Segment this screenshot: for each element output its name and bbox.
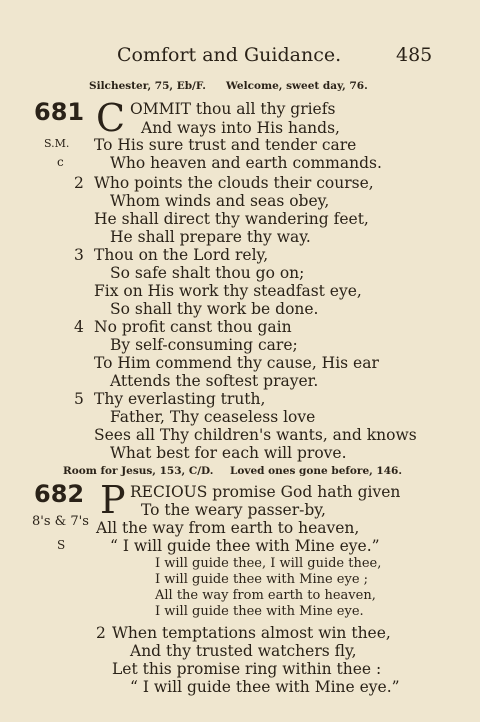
key-signature: c [57, 155, 64, 169]
verse-line: Fix on His work thy steadfast eye, [94, 282, 362, 300]
chorus-line: All the way from earth to heaven, [155, 588, 376, 603]
verse-line: When temptations almost win thee, [112, 624, 391, 642]
meter: S.M. [44, 137, 70, 150]
verse-line: To Him commend thy cause, His ear [94, 354, 379, 372]
verse-line: So shall thy work be done. [110, 300, 319, 318]
verse-number: 5 [74, 390, 84, 408]
tune-reference-left: Room for Jesus, 153, C/D. [63, 465, 214, 477]
verse-number: 3 [74, 246, 84, 264]
verse-line: All the way from earth to heaven, [96, 519, 360, 537]
meter: 8's & 7's [32, 514, 89, 529]
verse-line: By self-consuming care; [110, 336, 298, 354]
chorus-line: I will guide thee, I will guide thee, [155, 556, 382, 571]
hymn-number: 682 [34, 480, 85, 508]
verse-number: 4 [74, 318, 84, 336]
verse-line: OMMIT thou all thy griefs [130, 100, 336, 118]
verse-line: “ I will guide thee with Mine eye.” [110, 537, 380, 555]
verse-line: Father, Thy ceaseless love [110, 408, 316, 426]
verse-line: Thou on the Lord rely, [94, 246, 269, 264]
verse-line: Sees all Thy children's wants, and knows [94, 426, 417, 444]
verse-number: 2 [96, 624, 106, 642]
tune-reference-right: Loved ones gone before, 146. [230, 465, 403, 477]
verse-line: Whom winds and seas obey, [110, 192, 330, 210]
verse-number: 2 [74, 174, 84, 192]
verse-line: To the weary passer-by, [141, 501, 326, 519]
verse-line: To His sure trust and tender care [94, 136, 357, 154]
verse-line: What best for each will prove. [110, 444, 347, 462]
drop-cap: P [100, 478, 126, 522]
chorus-line: I will guide thee with Mine eye ; [155, 572, 369, 587]
tune-reference-left: Silchester, 75, Eb/F. [89, 80, 206, 92]
verse-line: And thy trusted watchers fly, [130, 642, 357, 660]
verse-line: No profit canst thou gain [94, 318, 292, 336]
verse-line: And ways into His hands, [141, 119, 340, 137]
page-title: Comfort and Guidance. [117, 44, 342, 66]
verse-line: “ I will guide thee with Mine eye.” [130, 678, 400, 696]
hymn-number: 681 [34, 98, 85, 126]
verse-line: He shall direct thy wandering feet, [94, 210, 369, 228]
verse-line: Attends the softest prayer. [110, 372, 319, 390]
verse-line: Thy everlasting truth, [94, 390, 266, 408]
verse-line: Who points the clouds their course, [94, 174, 374, 192]
drop-cap: C [96, 96, 126, 140]
chorus-line: I will guide thee with Mine eye. [155, 604, 364, 619]
tune-reference-right: Welcome, sweet day, 76. [226, 80, 368, 92]
verse-line: Who heaven and earth commands. [110, 154, 382, 172]
verse-line: He shall prepare thy way. [110, 228, 311, 246]
verse-line: Let this promise ring within thee : [112, 660, 382, 678]
key-signature: S [57, 538, 66, 552]
verse-line: So safe shalt thou go on; [110, 264, 305, 282]
page-number: 485 [396, 44, 433, 66]
verse-line: RECIOUS promise God hath given [130, 483, 401, 501]
